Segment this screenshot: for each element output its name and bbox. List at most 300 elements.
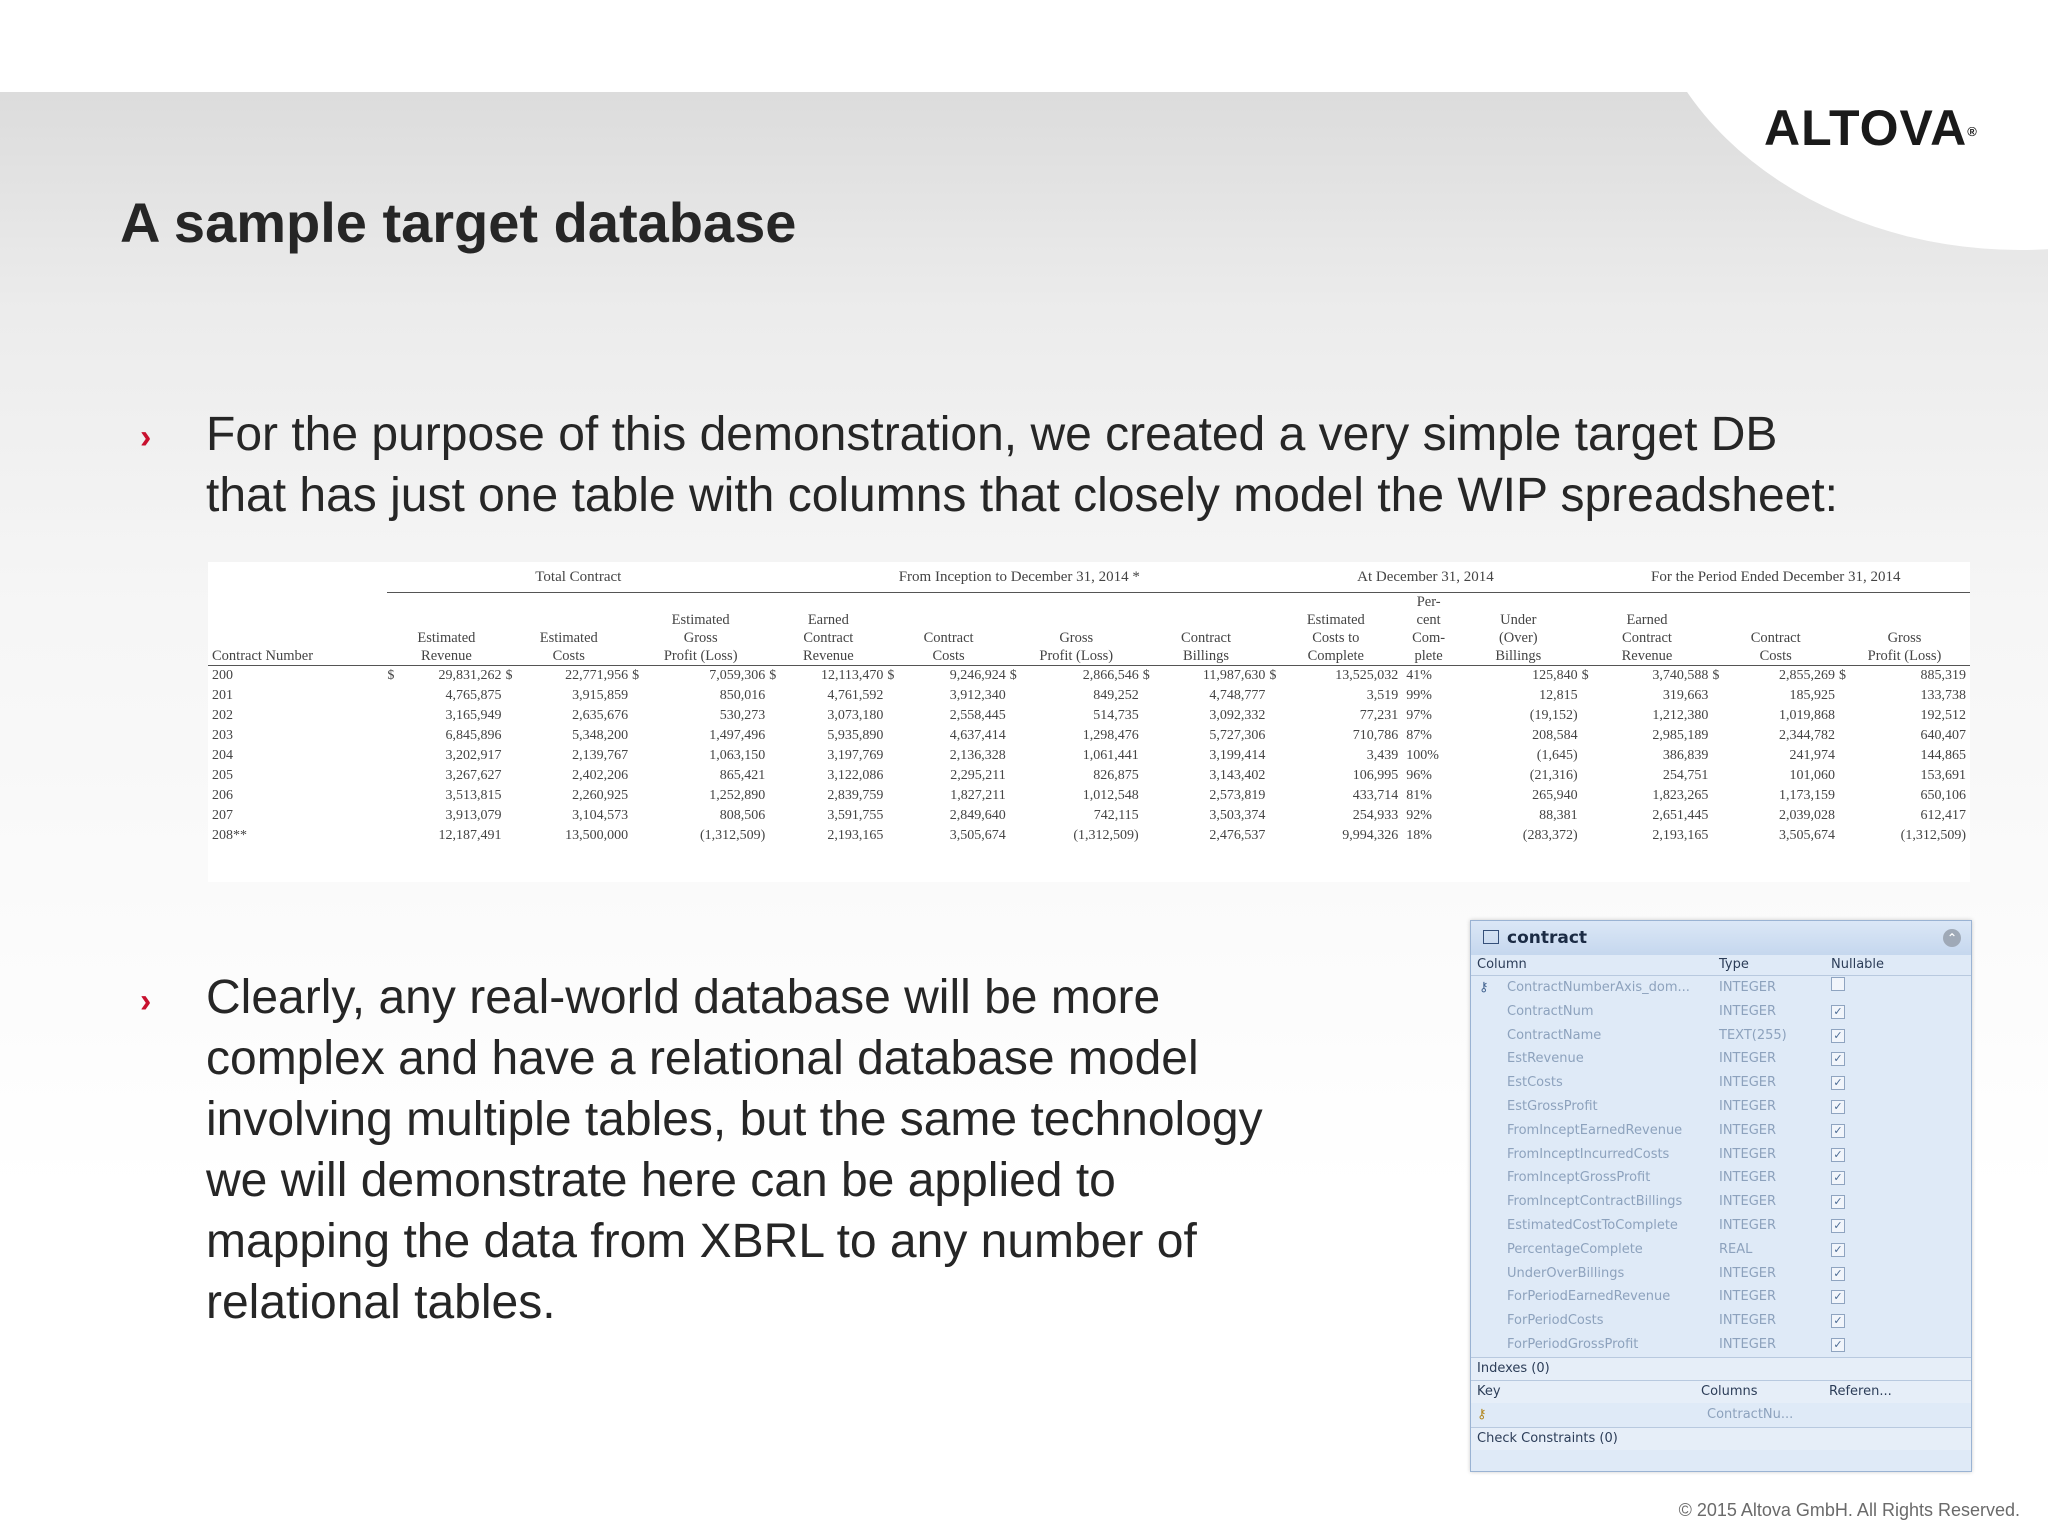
column-type: INTEGER [1719, 1265, 1777, 1281]
db-column-row[interactable] [1471, 1024, 1971, 1048]
percent-cell: 41% [1406, 668, 1432, 683]
wip-spreadsheet-image [208, 562, 1970, 882]
currency-cell [505, 766, 526, 786]
db-column-row[interactable] [1471, 1143, 1971, 1167]
wip-data-row [208, 746, 1970, 766]
percent-cell: 96% [1406, 768, 1432, 783]
nullable-checkbox[interactable]: ✓ [1831, 1290, 1845, 1304]
col-header: Contract [1622, 630, 1672, 646]
col-header: Gross [1887, 630, 1922, 646]
col-header: Earned [1626, 612, 1668, 628]
value-cell: 9,246,924 [949, 668, 1006, 683]
value-cell: 3,199,414 [1209, 748, 1266, 763]
keys-header-row [1471, 1380, 1971, 1403]
value-cell: 3,122,086 [827, 768, 884, 783]
currency-cell [1455, 686, 1476, 706]
col-header: (Over) [1498, 630, 1538, 646]
currency-cell [387, 826, 408, 846]
currency-cell [769, 686, 790, 706]
value-cell: 88,381 [1539, 808, 1578, 823]
nullable-checkbox[interactable]: ✓ [1831, 1005, 1845, 1019]
value-cell: 1,212,380 [1652, 708, 1709, 723]
currency-cell [1582, 746, 1603, 766]
bullet-2-line: we will demonstrate here can be applied to [206, 1154, 1116, 1207]
currency-cell [1455, 766, 1476, 786]
currency-cell [1455, 826, 1476, 846]
nullable-header: Nullable [1831, 957, 1885, 972]
currency-cell [505, 786, 526, 806]
currency-cell [505, 746, 526, 766]
currency-cell [1010, 766, 1031, 786]
value-cell: 2,039,028 [1778, 808, 1835, 823]
col-header: Costs [505, 647, 632, 666]
col-header: Contract [803, 630, 854, 646]
value-cell: 1,298,476 [1082, 728, 1139, 743]
currency-cell [1839, 826, 1860, 846]
bullet-1-line: that has just one table with columns that closely model the WIP spreadsheet: [206, 469, 1838, 522]
check-label: Check Constraints (0) [1477, 1430, 1618, 1446]
bullet-2-line: relational tables. [206, 1276, 556, 1329]
currency-cell [1712, 746, 1733, 766]
value-cell: 12,113,470 [820, 668, 884, 683]
column-name: FromInceptIncurredCosts [1507, 1146, 1670, 1162]
bullet-2-text [206, 967, 1263, 1333]
currency-cell [1143, 706, 1164, 726]
value-cell: 1,497,496 [709, 728, 766, 743]
value-cell: 3,092,332 [1209, 708, 1266, 723]
col-header: Costs [887, 647, 1009, 666]
currency-cell [1712, 726, 1733, 746]
currency-cell [1455, 806, 1476, 826]
col-header: Profit (Loss) [1010, 647, 1143, 666]
currency-cell: $ [505, 668, 513, 683]
value-cell: 5,348,200 [572, 728, 629, 743]
column-name: EstimatedCostToComplete [1507, 1217, 1678, 1233]
db-column-row[interactable] [1471, 1214, 1971, 1238]
value-cell: 2,260,925 [572, 788, 629, 803]
nullable-checkbox[interactable]: ✓ [1831, 1100, 1845, 1114]
bullet-2-line: involving multiple tables, but the same technology [206, 1093, 1263, 1146]
value-cell: 3,197,769 [827, 748, 884, 763]
currency-cell [769, 826, 790, 846]
altova-logo [1764, 98, 1978, 158]
value-cell: 3,202,917 [445, 748, 502, 763]
nullable-checkbox[interactable]: ✓ [1831, 1148, 1845, 1162]
db-column-list [1471, 976, 1971, 1357]
currency-cell [505, 706, 526, 726]
value-cell: 125,840 [1532, 668, 1578, 683]
nullable-checkbox[interactable]: ✓ [1831, 1171, 1845, 1185]
currency-cell [769, 766, 790, 786]
col-header: Revenue [769, 647, 887, 666]
db-column-row[interactable] [1471, 1262, 1971, 1286]
nullable-checkbox[interactable]: ✓ [1831, 1124, 1845, 1138]
currency-cell: $ [1142, 668, 1150, 683]
currency-cell [1143, 786, 1164, 806]
currency-cell [505, 686, 526, 706]
group-header: At December 31, 2014 [1269, 562, 1581, 593]
nullable-checkbox[interactable] [1831, 977, 1845, 991]
currency-cell [769, 706, 790, 726]
slide-title: A sample target database [120, 191, 797, 254]
currency-cell [1143, 746, 1164, 766]
col-header: Estimated [417, 630, 476, 646]
nullable-checkbox[interactable]: ✓ [1831, 1052, 1845, 1066]
value-cell: 192,512 [1920, 708, 1966, 723]
col-header: Com- [1412, 630, 1446, 646]
column-type: INTEGER [1719, 1170, 1777, 1186]
currency-cell: $ [1838, 668, 1846, 683]
currency-cell [505, 826, 526, 846]
currency-cell [887, 826, 908, 846]
percent-cell: 100% [1406, 748, 1439, 763]
group-header: For the Period Ended December 31, 2014 [1582, 562, 1970, 593]
contract-number-cell: 207 [212, 808, 233, 823]
column-header: Column [1477, 957, 1527, 972]
column-name: EstCosts [1507, 1075, 1563, 1091]
currency-cell [632, 686, 653, 706]
col-header: Gross [683, 630, 718, 646]
value-cell: 77,231 [1359, 708, 1399, 723]
currency-cell [1582, 726, 1603, 746]
bullet-2-line: complex and have a relational database model [206, 1032, 1199, 1085]
currency-cell [1143, 726, 1164, 746]
value-cell: 3,513,815 [445, 788, 502, 803]
db-table-title-bar[interactable] [1471, 921, 1971, 955]
currency-cell [1582, 806, 1603, 826]
value-cell: 2,651,445 [1652, 808, 1709, 823]
currency-cell [769, 726, 790, 746]
column-name: ContractNum [1507, 1003, 1594, 1019]
currency-cell [1269, 766, 1290, 786]
contract-number-cell: 203 [212, 728, 233, 743]
currency-cell [769, 806, 790, 826]
currency-cell [505, 806, 526, 826]
db-column-row[interactable] [1471, 1190, 1971, 1214]
value-cell: 3,913,079 [445, 808, 502, 823]
column-type: INTEGER [1719, 1122, 1777, 1138]
value-cell: 3,104,573 [572, 808, 629, 823]
db-column-row[interactable] [1471, 1047, 1971, 1071]
nullable-checkbox[interactable]: ✓ [1831, 1076, 1845, 1090]
collapse-icon[interactable]: ⌃ [1943, 929, 1961, 947]
percent-cell: 87% [1406, 728, 1432, 743]
currency-cell [505, 726, 526, 746]
wip-data-row [208, 726, 1970, 746]
column-type: INTEGER [1719, 1313, 1777, 1329]
value-cell: 9,994,326 [1342, 828, 1399, 843]
percent-cell: 99% [1406, 688, 1432, 703]
col-header: Profit (Loss) [632, 647, 769, 666]
value-cell: 13,525,032 [1335, 668, 1399, 683]
value-cell: 6,845,896 [445, 728, 502, 743]
currency-cell [1143, 806, 1164, 826]
percent-cell: 81% [1406, 788, 1432, 803]
contract-number-cell: 201 [212, 688, 233, 703]
key-reference-header: Referen... [1829, 1383, 1892, 1399]
currency-cell [1455, 706, 1476, 726]
value-cell: 208,584 [1532, 728, 1578, 743]
table-icon [1483, 930, 1499, 944]
col-header: Contract [1750, 630, 1801, 646]
registered-mark: ® [1967, 124, 1978, 139]
value-cell: 3,503,374 [1209, 808, 1266, 823]
nullable-checkbox[interactable]: ✓ [1831, 1338, 1845, 1352]
check-constraints-section[interactable] [1471, 1427, 1971, 1450]
value-cell: 4,761,592 [827, 688, 884, 703]
column-name: EstGrossProfit [1507, 1098, 1598, 1114]
currency-cell [632, 786, 653, 806]
currency-cell [1582, 826, 1603, 846]
value-cell: 254,751 [1662, 768, 1709, 783]
value-cell: 2,866,546 [1082, 668, 1139, 683]
column-type: REAL [1719, 1241, 1753, 1257]
currency-cell [632, 746, 653, 766]
col-header: Estimated [1306, 612, 1365, 628]
percent-cell: 18% [1406, 828, 1432, 843]
currency-cell [632, 806, 653, 826]
value-cell: (1,312,509) [1073, 828, 1139, 843]
column-name: FromInceptContractBillings [1507, 1194, 1683, 1210]
value-cell: 612,417 [1920, 808, 1966, 823]
key-columns-value: ContractNu... [1707, 1406, 1794, 1422]
value-cell: 433,714 [1352, 788, 1399, 803]
value-cell: 11,987,630 [1202, 668, 1266, 683]
value-cell: 530,273 [719, 708, 766, 723]
col-header: Billings [1143, 647, 1270, 666]
column-type: INTEGER [1719, 1289, 1777, 1305]
db-column-row[interactable] [1471, 976, 1971, 1000]
value-cell: 3,740,588 [1652, 668, 1709, 683]
currency-cell [1839, 686, 1860, 706]
value-cell: 640,407 [1920, 728, 1966, 743]
value-cell: 2,136,328 [949, 748, 1006, 763]
currency-cell [1143, 766, 1164, 786]
key-icon: ⚷ [1477, 1406, 1487, 1422]
db-column-row[interactable] [1471, 1238, 1971, 1262]
value-cell: 849,252 [1093, 688, 1139, 703]
value-cell: (1,312,509) [1900, 828, 1966, 843]
copyright-footer: © 2015 Altova GmbH. All Rights Reserved. [1678, 1500, 2020, 1520]
contract-number-cell: 205 [212, 768, 233, 783]
db-column-row[interactable] [1471, 1071, 1971, 1095]
logo-text: ALTOVA [1764, 100, 1968, 156]
db-column-row[interactable] [1471, 1166, 1971, 1190]
col-header: Contract [1181, 630, 1231, 646]
currency-cell [1839, 706, 1860, 726]
value-cell: 2,558,445 [949, 708, 1006, 723]
db-column-row[interactable] [1471, 1285, 1971, 1309]
value-cell: 254,933 [1352, 808, 1399, 823]
value-cell: 2,193,165 [827, 828, 884, 843]
currency-cell: $ [1269, 668, 1277, 683]
col-header: Earned [807, 612, 849, 628]
currency-cell [632, 766, 653, 786]
value-cell: 106,995 [1352, 768, 1399, 783]
primary-key-row[interactable] [1471, 1403, 1971, 1427]
currency-cell [1582, 706, 1603, 726]
column-name: ForPeriodCosts [1507, 1313, 1604, 1329]
column-name: ForPeriodGrossProfit [1507, 1336, 1639, 1352]
value-cell: 2,985,189 [1652, 728, 1709, 743]
currency-cell [1582, 686, 1603, 706]
column-type: INTEGER [1719, 1217, 1777, 1233]
value-cell: (283,372) [1522, 828, 1578, 843]
value-cell: 3,073,180 [827, 708, 884, 723]
percent-cell: 97% [1406, 708, 1432, 723]
value-cell: 1,827,211 [950, 788, 1006, 803]
value-cell: 826,875 [1093, 768, 1139, 783]
column-type: INTEGER [1719, 980, 1777, 995]
col-header: Costs to [1312, 630, 1360, 646]
column-type: INTEGER [1719, 1194, 1777, 1210]
db-table-panel [1470, 920, 1972, 1472]
currency-cell [632, 706, 653, 726]
nullable-checkbox[interactable]: ✓ [1831, 1029, 1845, 1043]
primary-key-icon: ⚷ [1479, 980, 1489, 995]
currency-cell [1143, 686, 1164, 706]
nullable-checkbox[interactable]: ✓ [1831, 1267, 1845, 1281]
value-cell: 2,344,782 [1778, 728, 1835, 743]
db-column-row[interactable] [1471, 1000, 1971, 1024]
wip-data-row [208, 806, 1970, 826]
currency-cell: $ [1712, 668, 1720, 683]
db-column-row[interactable] [1471, 1309, 1971, 1333]
value-cell: 241,974 [1789, 748, 1835, 763]
value-cell: 29,831,262 [438, 668, 502, 683]
value-cell: 710,786 [1352, 728, 1399, 743]
wip-table [208, 562, 1970, 846]
column-type: INTEGER [1719, 1003, 1777, 1019]
value-cell: 3,591,755 [827, 808, 884, 823]
currency-cell [887, 786, 908, 806]
currency-cell [387, 806, 408, 826]
contract-number-cell: 202 [212, 708, 233, 723]
column-type: INTEGER [1719, 1336, 1777, 1352]
col-header: Complete [1269, 647, 1402, 666]
nullable-checkbox[interactable]: ✓ [1831, 1243, 1845, 1257]
percent-cell: 92% [1406, 808, 1432, 823]
col-header: Costs [1712, 647, 1839, 666]
currency-cell: $ [1009, 668, 1017, 683]
currency-cell [1712, 686, 1733, 706]
col-header: Per- [1416, 594, 1441, 610]
col-header: Contract Number [208, 647, 387, 666]
db-column-header-row [1471, 955, 1971, 976]
db-table-name: contract [1507, 928, 1588, 948]
currency-cell: $ [1581, 668, 1589, 683]
value-cell: 2,839,759 [827, 788, 884, 803]
value-cell: 650,106 [1920, 788, 1966, 803]
value-cell: 5,935,890 [827, 728, 884, 743]
currency-cell [887, 766, 908, 786]
currency-cell [1582, 786, 1603, 806]
col-header: Estimated [539, 630, 598, 646]
currency-cell [387, 786, 408, 806]
value-cell: 3,267,627 [445, 768, 502, 783]
value-cell: 514,735 [1093, 708, 1139, 723]
value-cell: 1,823,265 [1652, 788, 1709, 803]
bullet-2-line: mapping the data from XBRL to any number of [206, 1215, 1197, 1268]
value-cell: 265,940 [1532, 788, 1578, 803]
currency-cell [1839, 786, 1860, 806]
nullable-checkbox[interactable]: ✓ [1831, 1314, 1845, 1328]
col-header: Billings [1455, 647, 1582, 666]
currency-cell [1839, 746, 1860, 766]
currency-cell [1712, 766, 1733, 786]
value-cell: 12,187,491 [438, 828, 502, 843]
value-cell: 22,771,956 [565, 668, 629, 683]
db-column-row[interactable] [1471, 1119, 1971, 1143]
db-column-row[interactable] [1471, 1095, 1971, 1119]
db-column-row[interactable] [1471, 1333, 1971, 1357]
value-cell: 808,506 [719, 808, 766, 823]
currency-cell [1582, 766, 1603, 786]
currency-cell [1712, 826, 1733, 846]
currency-cell [887, 806, 908, 826]
currency-cell: $ [632, 668, 640, 683]
currency-cell [887, 686, 908, 706]
column-name: UnderOverBillings [1507, 1265, 1625, 1281]
value-cell: 133,738 [1920, 688, 1966, 703]
wip-data-row [208, 686, 1970, 706]
indexes-section[interactable] [1471, 1357, 1971, 1380]
col-header: Estimated [671, 612, 730, 628]
value-cell: 1,063,150 [709, 748, 766, 763]
currency-cell [1269, 726, 1290, 746]
value-cell: (19,152) [1529, 708, 1578, 723]
column-name: ContractNumberAxis_dom... [1507, 980, 1690, 995]
currency-cell [1010, 686, 1031, 706]
currency-cell [1839, 726, 1860, 746]
currency-cell [1143, 826, 1164, 846]
currency-cell [1010, 826, 1031, 846]
currency-cell [769, 746, 790, 766]
value-cell: (1,645) [1536, 748, 1578, 763]
currency-cell: $ [387, 668, 395, 683]
type-header: Type [1719, 957, 1749, 972]
value-cell: 4,748,777 [1209, 688, 1266, 703]
wip-data-row [208, 786, 1970, 806]
nullable-checkbox[interactable]: ✓ [1831, 1195, 1845, 1209]
currency-cell [1010, 786, 1031, 806]
wip-data-row [208, 666, 1970, 687]
value-cell: 144,865 [1920, 748, 1966, 763]
column-type: TEXT(255) [1719, 1027, 1787, 1043]
wip-data-row [208, 826, 1970, 846]
value-cell: 12,815 [1539, 688, 1578, 703]
column-name: ContractName [1507, 1027, 1602, 1043]
key-header: Key [1477, 1383, 1501, 1399]
contract-number-cell: 204 [212, 748, 233, 763]
bullet-1-text [206, 404, 1838, 526]
currency-cell [1455, 786, 1476, 806]
value-cell: 3,143,402 [1209, 768, 1266, 783]
value-cell: 2,635,676 [572, 708, 629, 723]
nullable-checkbox[interactable]: ✓ [1831, 1219, 1845, 1233]
col-header: Contract [923, 630, 974, 646]
value-cell: 742,115 [1093, 808, 1139, 823]
col-header: cent [1416, 612, 1441, 628]
currency-cell [1712, 786, 1733, 806]
value-cell: 3,505,674 [949, 828, 1006, 843]
currency-cell [632, 826, 653, 846]
currency-cell [887, 726, 908, 746]
currency-cell [1839, 806, 1860, 826]
value-cell: 1,173,159 [1778, 788, 1835, 803]
value-cell: 2,476,537 [1209, 828, 1266, 843]
currency-cell [1269, 686, 1290, 706]
